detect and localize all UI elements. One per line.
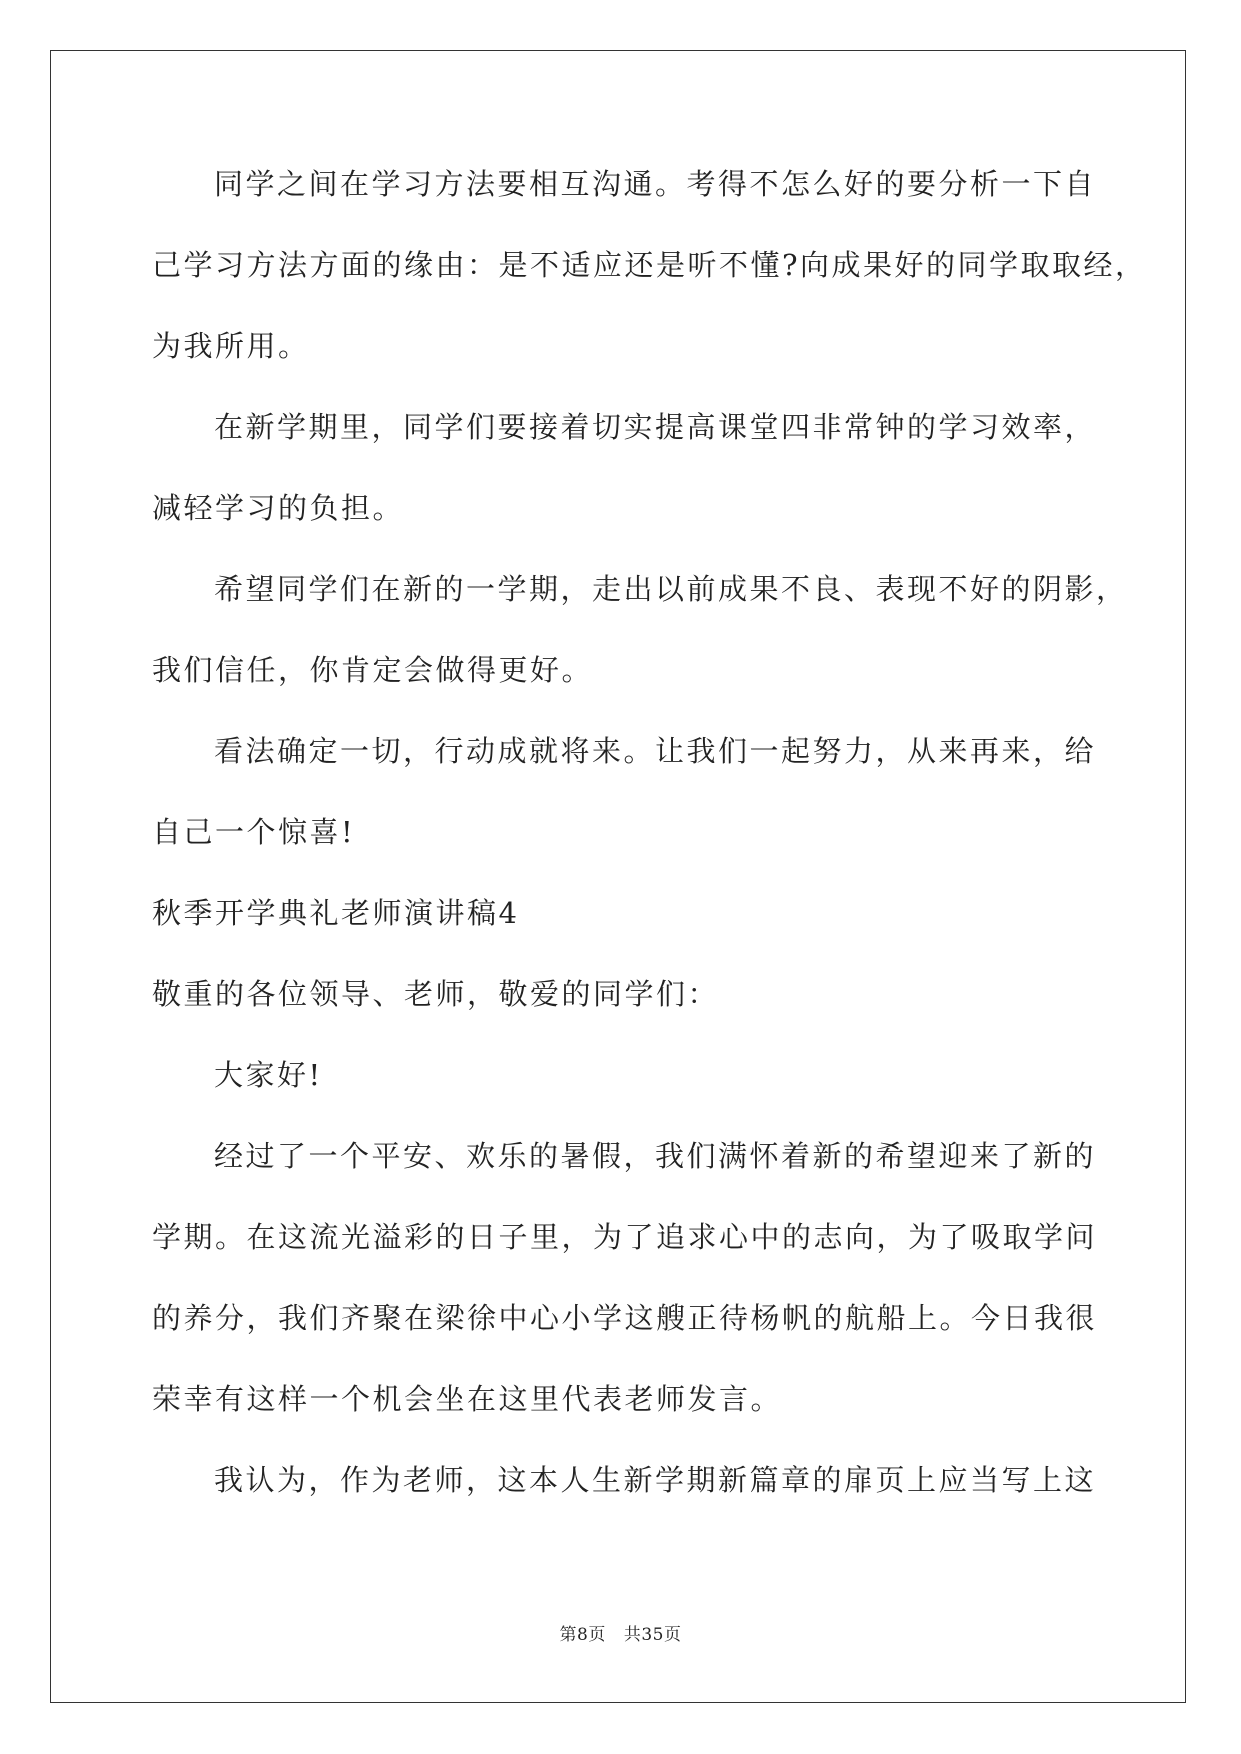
greeting: 大家好! bbox=[214, 1058, 323, 1092]
paragraph-line: 同学之间在学习方法要相互沟通。考得不怎么好的要分析一下自 bbox=[214, 167, 1097, 201]
paragraph-line: 自己一个惊喜! bbox=[152, 815, 356, 849]
paragraph-line: 在新学期里，同学们要接着切实提高课堂四非常钟的学习效率， bbox=[214, 410, 1097, 444]
paragraph-line: 荣幸有这样一个机会坐在这里代表老师发言。 bbox=[152, 1382, 783, 1416]
paragraph-line: 希望同学们在新的一学期，走出以前成果不良、表现不好的阴影， bbox=[214, 572, 1128, 606]
page-border bbox=[50, 50, 1186, 1703]
paragraph-line: 的养分，我们齐聚在梁徐中心小学这艘正待杨帆的航船上。今日我很 bbox=[152, 1301, 1098, 1335]
salutation: 敬重的各位领导、老师，敬爱的同学们： bbox=[152, 977, 720, 1011]
paragraph-line: 为我所用。 bbox=[152, 329, 310, 363]
paragraph-line: 减轻学习的负担。 bbox=[152, 491, 405, 525]
paragraph-line: 我认为，作为老师，这本人生新学期新篇章的扉页上应当写上这 bbox=[214, 1463, 1097, 1497]
paragraph-line: 学期。在这流光溢彩的日子里，为了追求心中的志向，为了吸取学问 bbox=[152, 1220, 1098, 1254]
paragraph-line: 看法确定一切，行动成就将来。让我们一起努力，从来再来，给 bbox=[214, 734, 1097, 768]
page-number: 第8页 bbox=[559, 1625, 606, 1645]
paragraph-line: 己学习方法方面的缘由：是不适应还是听不懂?向成果好的同学取取经， bbox=[152, 248, 1147, 282]
paragraph-line: 经过了一个平安、欢乐的暑假，我们满怀着新的希望迎来了新的 bbox=[214, 1139, 1097, 1173]
section-title: 秋季开学典礼老师演讲稿4 bbox=[152, 896, 520, 930]
paragraph-line: 我们信任，你肯定会做得更好。 bbox=[152, 653, 594, 687]
page-total: 共35页 bbox=[623, 1625, 682, 1645]
page-footer bbox=[0, 1620, 1241, 1645]
